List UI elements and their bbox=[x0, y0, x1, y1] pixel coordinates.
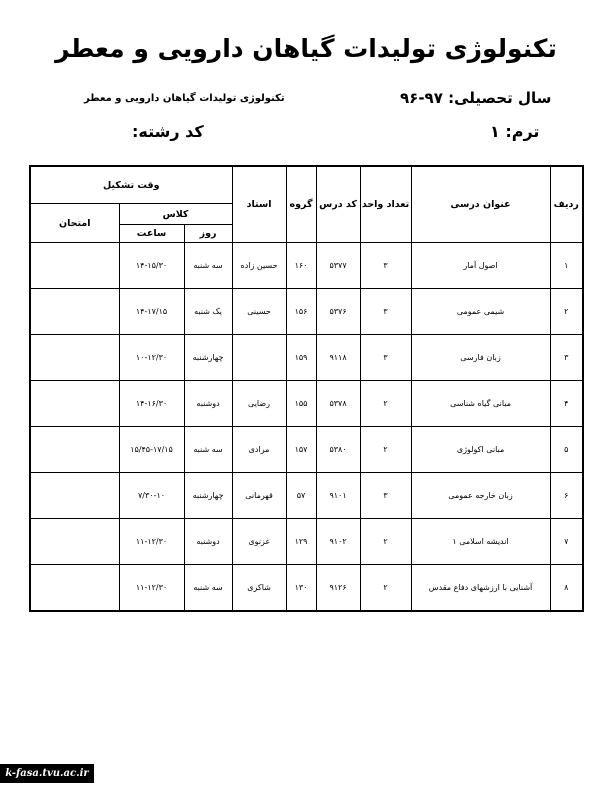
cell-row-no: ۴ bbox=[550, 381, 583, 427]
cell-course-code: ۹۱۰۱ bbox=[316, 473, 360, 519]
cell-time: ۱۰-۱۲/۳۰ bbox=[119, 335, 184, 381]
cell-course-code: ۹۱۱۸ bbox=[316, 335, 360, 381]
cell-row-no: ۸ bbox=[550, 565, 583, 612]
cell-course-title: شیمی عمومی bbox=[411, 289, 550, 335]
cell-course-title: آشنایی با ارزشهای دفاع مقدس bbox=[411, 565, 550, 612]
header-class: کلاس bbox=[119, 204, 232, 225]
cell-row-no: ۳ bbox=[550, 335, 583, 381]
header-row-no: ردیف bbox=[550, 166, 583, 243]
course-schedule-table bbox=[29, 165, 584, 612]
cell-day: چهارشنبه bbox=[184, 335, 232, 381]
cell-exam bbox=[30, 381, 119, 427]
cell-exam bbox=[30, 243, 119, 289]
cell-course-code: ۵۳۸۰ bbox=[316, 427, 360, 473]
cell-exam bbox=[30, 335, 119, 381]
header-day: روز bbox=[184, 225, 232, 243]
program-subtitle: تکنولوژی تولیدات گیاهان دارویی و معطر bbox=[84, 93, 285, 104]
table-row bbox=[30, 243, 583, 289]
cell-exam bbox=[30, 473, 119, 519]
cell-day: سه شنبه bbox=[184, 565, 232, 612]
cell-exam bbox=[30, 519, 119, 565]
cell-course-code: ۹۱۰۲ bbox=[316, 519, 360, 565]
cell-row-no: ۶ bbox=[550, 473, 583, 519]
cell-row-no: ۷ bbox=[550, 519, 583, 565]
header-schedule: وقت تشکیل bbox=[30, 166, 232, 204]
cell-group: ۱۵۷ bbox=[286, 427, 316, 473]
cell-time: ۱۴-۱۷/۱۵ bbox=[119, 289, 184, 335]
header-time: ساعت bbox=[119, 225, 184, 243]
cell-group: ۱۲۹ bbox=[286, 519, 316, 565]
cell-course-title: مبانی اکولوژی bbox=[411, 427, 550, 473]
site-url-badge[interactable]: k-fasa.tvu.ac.ir bbox=[0, 764, 94, 783]
cell-course-title: زبان فارسی bbox=[411, 335, 550, 381]
header-units: تعداد واحد bbox=[360, 166, 411, 243]
field-code-label: کد رشته: bbox=[132, 122, 204, 141]
cell-time: ۱۴-۱۵/۳۰ bbox=[119, 243, 184, 289]
cell-course-code: ۹۱۲۶ bbox=[316, 565, 360, 612]
cell-units: ۲ bbox=[360, 565, 411, 612]
cell-day: چهارشنبه bbox=[184, 473, 232, 519]
cell-group: ۱۳۰ bbox=[286, 565, 316, 612]
header-exam: امتحان bbox=[30, 204, 119, 243]
cell-units: ۲ bbox=[360, 519, 411, 565]
cell-group: ۱۵۶ bbox=[286, 289, 316, 335]
header-group: گروه bbox=[286, 166, 316, 243]
cell-day: دوشنبه bbox=[184, 519, 232, 565]
cell-units: ۳ bbox=[360, 243, 411, 289]
cell-instructor: حسین زاده bbox=[232, 243, 286, 289]
cell-group: ۱۵۹ bbox=[286, 335, 316, 381]
cell-row-no: ۲ bbox=[550, 289, 583, 335]
cell-day: دوشنبه bbox=[184, 381, 232, 427]
cell-units: ۳ bbox=[360, 473, 411, 519]
cell-time: ۱۴-۱۶/۳۰ bbox=[119, 381, 184, 427]
table-row bbox=[30, 565, 583, 612]
cell-group: ۵۷ bbox=[286, 473, 316, 519]
cell-exam bbox=[30, 289, 119, 335]
cell-course-title: اندیشه اسلامی ۱ bbox=[411, 519, 550, 565]
cell-time: ۱۱-۱۲/۳۰ bbox=[119, 565, 184, 612]
cell-exam bbox=[30, 427, 119, 473]
header-course-title: عنوان درسی bbox=[411, 166, 550, 243]
cell-group: ۱۵۵ bbox=[286, 381, 316, 427]
cell-course-title: مبانی گیاه شناسی bbox=[411, 381, 550, 427]
table-row bbox=[30, 473, 583, 519]
cell-instructor: شاکری bbox=[232, 565, 286, 612]
table-row bbox=[30, 289, 583, 335]
cell-instructor: حسینی bbox=[232, 289, 286, 335]
table-row bbox=[30, 519, 583, 565]
cell-course-code: ۵۳۷۷ bbox=[316, 243, 360, 289]
cell-course-title: زبان خارجه عمومی bbox=[411, 473, 550, 519]
cell-group: ۱۶۰ bbox=[286, 243, 316, 289]
cell-exam bbox=[30, 565, 119, 612]
page-title: تکنولوژی تولیدات گیاهان دارویی و معطر bbox=[55, 34, 557, 63]
cell-instructor bbox=[232, 335, 286, 381]
header-course-code: کد درس bbox=[316, 166, 360, 243]
cell-instructor: مرادی bbox=[232, 427, 286, 473]
table-row bbox=[30, 335, 583, 381]
cell-time: ۷/۳۰-۱۰ bbox=[119, 473, 184, 519]
table-row bbox=[30, 427, 583, 473]
cell-day: سه شنبه bbox=[184, 243, 232, 289]
term-label: ترم: ۱ bbox=[490, 122, 540, 141]
cell-course-code: ۵۳۷۶ bbox=[316, 289, 360, 335]
academic-year: سال تحصیلی: ۹۷-۹۶ bbox=[400, 89, 552, 107]
cell-instructor: قهرمانی bbox=[232, 473, 286, 519]
cell-time: ۱۵/۴۵-۱۷/۱۵ bbox=[119, 427, 184, 473]
cell-instructor: غزنوی bbox=[232, 519, 286, 565]
table-row bbox=[30, 381, 583, 427]
cell-units: ۳ bbox=[360, 335, 411, 381]
cell-units: ۳ bbox=[360, 289, 411, 335]
cell-instructor: رضایی bbox=[232, 381, 286, 427]
cell-day: سه شنبه bbox=[184, 427, 232, 473]
cell-course-code: ۵۳۷۸ bbox=[316, 381, 360, 427]
cell-day: یک شنبه bbox=[184, 289, 232, 335]
header-instructor: استاد bbox=[232, 166, 286, 243]
cell-row-no: ۵ bbox=[550, 427, 583, 473]
cell-course-title: اصول آمار bbox=[411, 243, 550, 289]
cell-units: ۲ bbox=[360, 381, 411, 427]
cell-row-no: ۱ bbox=[550, 243, 583, 289]
cell-units: ۲ bbox=[360, 427, 411, 473]
cell-time: ۱۱-۱۲/۳۰ bbox=[119, 519, 184, 565]
